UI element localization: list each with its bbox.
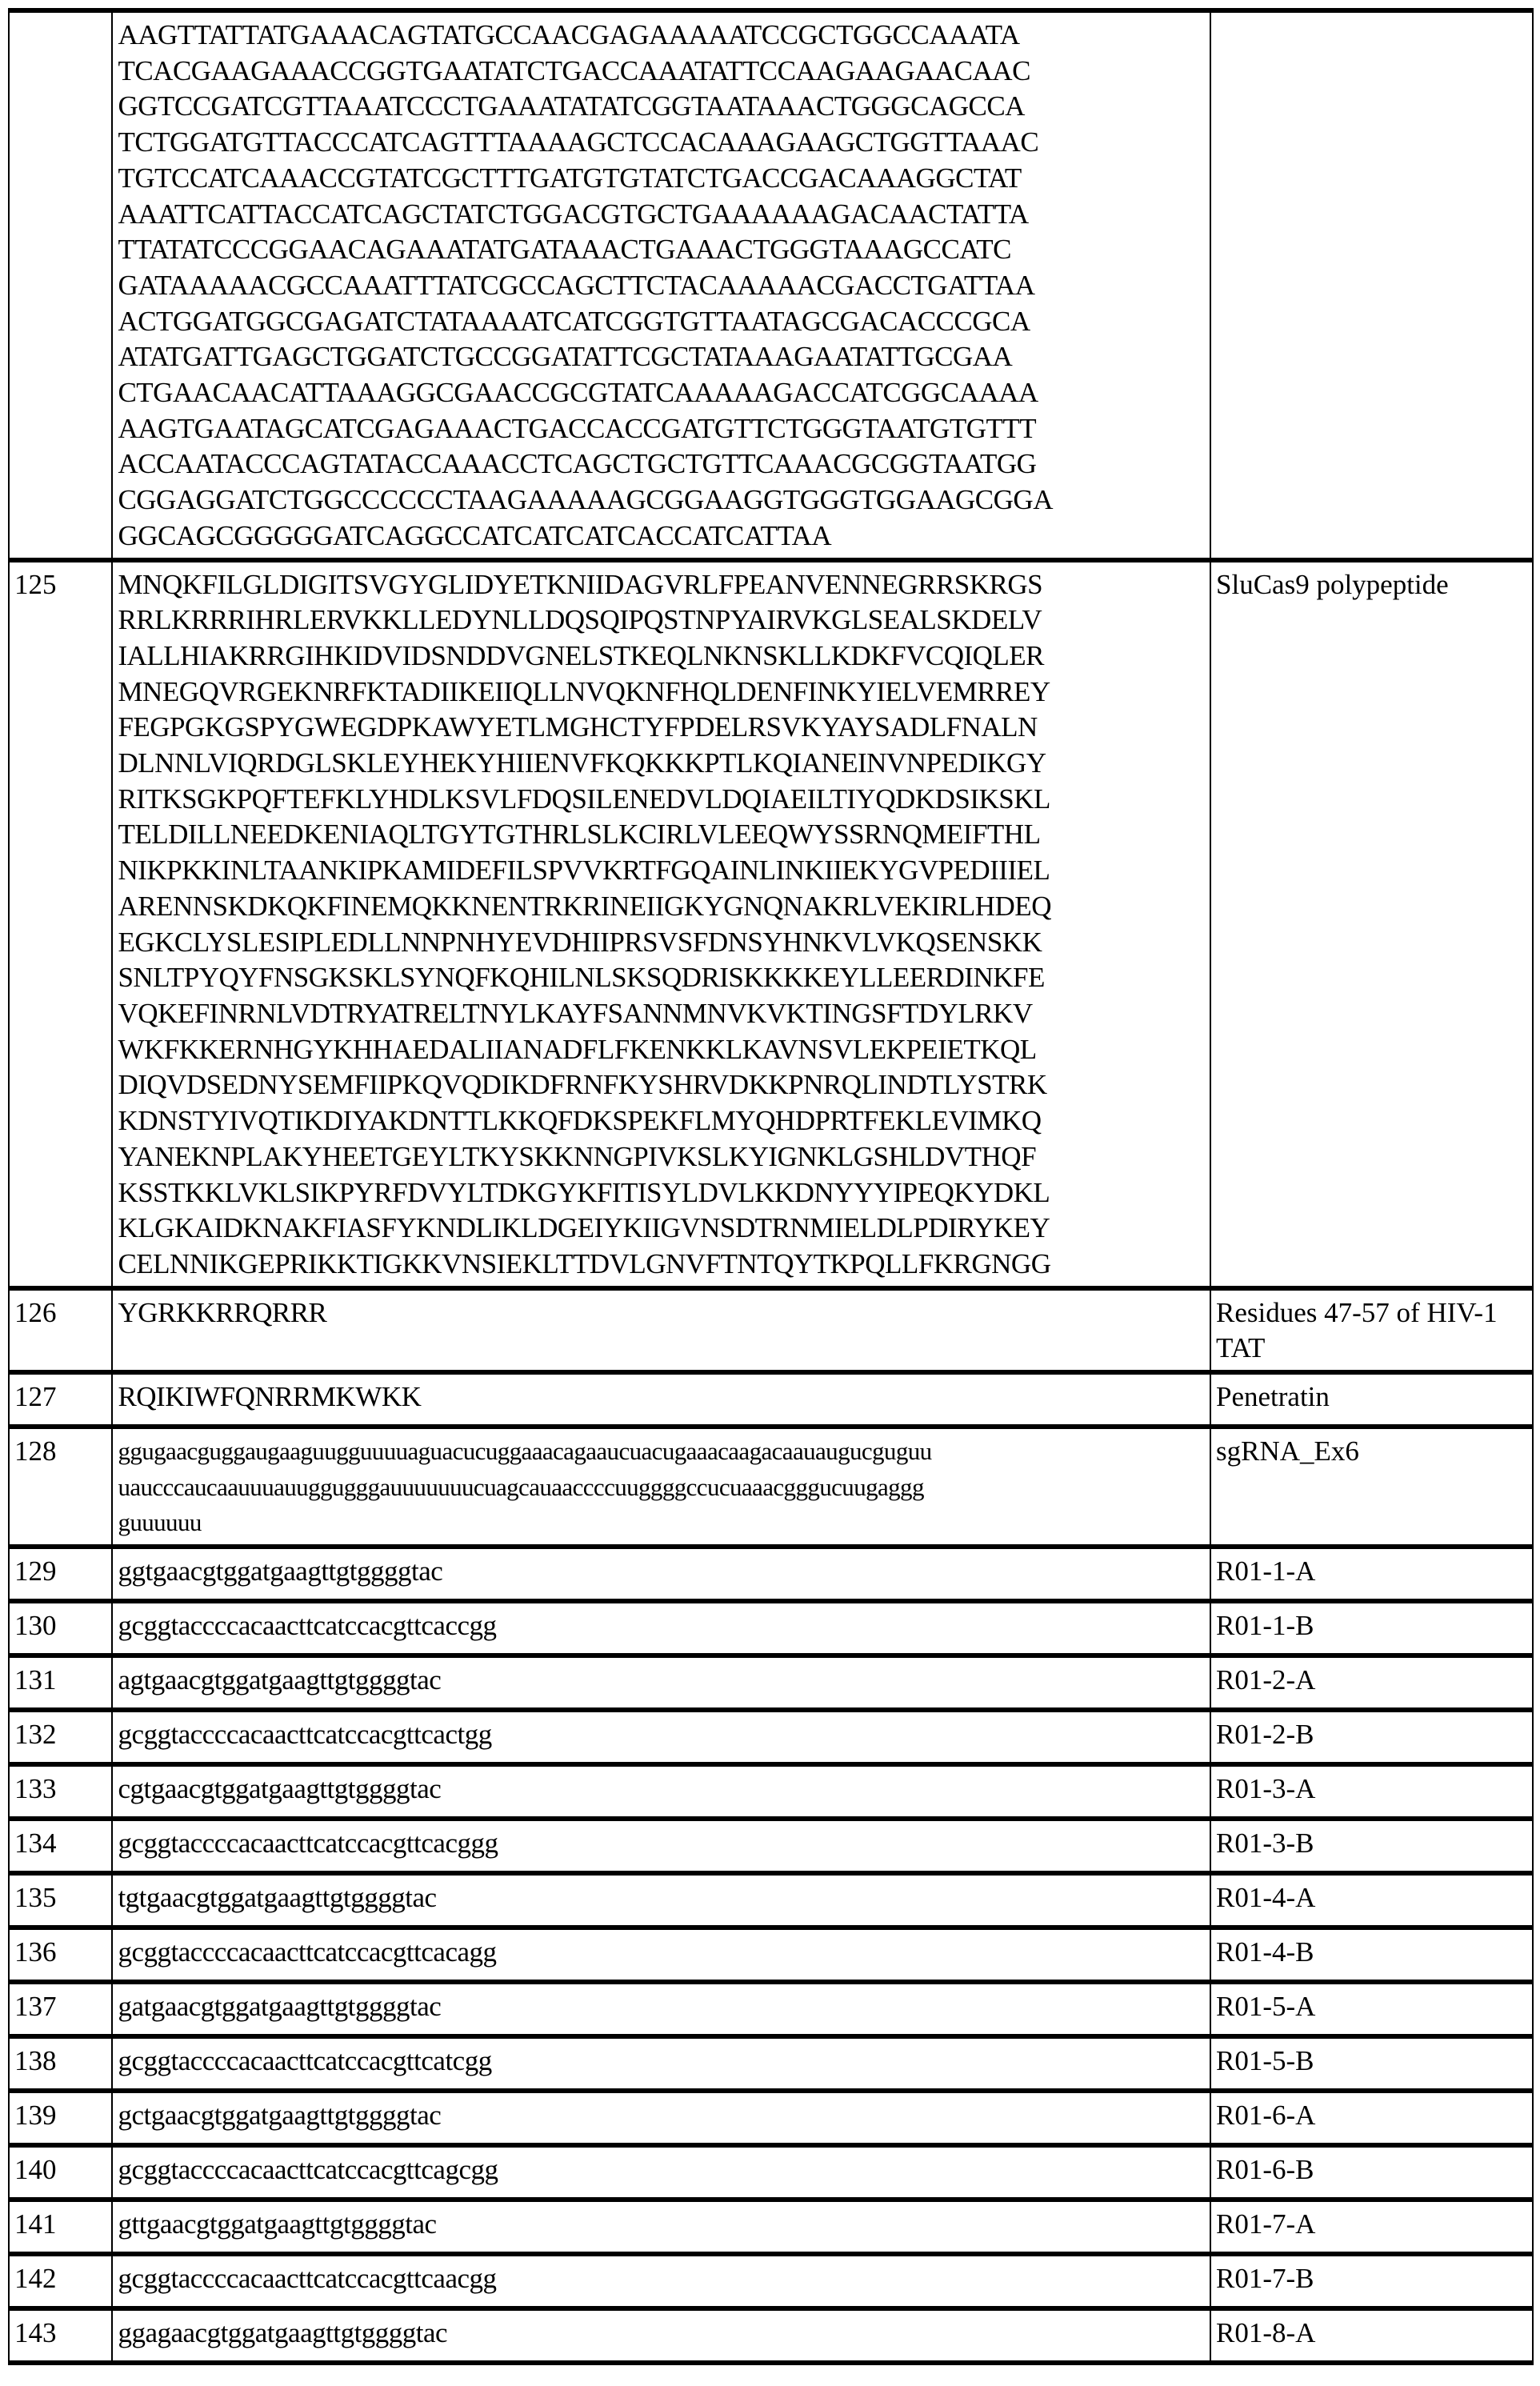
sequence-line: gcggtaccccacaacttcatccacgttcacggg [118, 1828, 498, 1860]
sequence-line: AAGTGAATAGCATCGAGAAACTGACCACCGATGTTCTGGGTAATGTGTTT [118, 412, 1037, 444]
sequence-lines [118, 18, 1206, 554]
table-row [9, 1655, 1533, 1710]
seq-description: R01-1-B [1216, 1610, 1314, 1642]
seq-id: 134 [14, 1828, 57, 1860]
sequence-line: KDNSTYIVQTIKDIYAKDNTTLKKQFDKSPEKFLMYQHDPRTFEKLEVIMKQ [118, 1105, 1042, 1137]
sequence-lines [118, 1434, 1206, 1541]
seq-id-cell [9, 1601, 112, 1655]
sequence-line: DLNNLVIQRDGLSKLEYHEKYHIIENVFKQKKKPTLKQIANEINVNPEDIKGY [118, 747, 1046, 779]
seq-id: 133 [14, 1773, 57, 1805]
seq-id-cell [9, 1873, 112, 1928]
seq-description: R01-6-A [1216, 2100, 1316, 2132]
sequence-line: ggtgaacgtggatgaagttgtggggtac [118, 1555, 443, 1587]
description-cell [1210, 2036, 1533, 2091]
sequence-cell [112, 1982, 1210, 2036]
sequence-cell [112, 1655, 1210, 1710]
sequence-lines [118, 2152, 1206, 2188]
seq-id-cell [9, 2145, 112, 2200]
seq-description: R01-8-A [1216, 2317, 1316, 2349]
sequence-line: ggugaacguggaugaaguugguuuuaguacucuggaaacagaaucuacugaaacaagacaauaugucguguu [118, 1437, 932, 1466]
seq-id-cell [9, 1372, 112, 1427]
sequence-cell [112, 560, 1210, 1288]
sequence-line: guuuuuu [118, 1508, 202, 1537]
sequence-table-body [9, 10, 1533, 2363]
seq-id: 125 [14, 568, 57, 600]
sequence-line: KSSTKKLVKLSIKPYRFDVYLTDKGYKFITISYLDVLKKDNYYYIPEQKYDKL [118, 1176, 1050, 1208]
table-row [9, 2308, 1533, 2363]
description-cell [1210, 1601, 1533, 1655]
sequence-line: AAATTCATTACCATCAGCTATCTGGACGTGCTGAAAAAAGACAACTATTA [118, 198, 1029, 230]
sequence-lines [118, 1295, 1206, 1331]
table-row [9, 1427, 1533, 1547]
table-row [9, 2091, 1533, 2145]
sequence-lines [118, 1663, 1206, 1699]
seq-description: R01-2-A [1216, 1664, 1316, 1696]
seq-id: 135 [14, 1882, 57, 1914]
seq-id-cell [9, 1928, 112, 1982]
sequence-line: tgtgaacgtggatgaagttgtggggtac [118, 1882, 437, 1914]
sequence-line: uaucccaucaauuuauuggugggauuuuuuucuagcauaaccccuuggggccucuaaacgggucuugaggg [118, 1472, 924, 1501]
seq-id-cell [9, 1764, 112, 1819]
seq-description: R01-7-B [1216, 2263, 1314, 2295]
description-cell [1210, 1288, 1533, 1372]
sequence-line: gcggtaccccacaacttcatccacgttcacagg [118, 1936, 497, 1968]
sequence-cell [112, 1873, 1210, 1928]
seq-description: SluCas9 polypeptide [1216, 568, 1449, 600]
table-row [9, 2200, 1533, 2254]
seq-id: 127 [14, 1381, 57, 1413]
sequence-lines [118, 1826, 1206, 1862]
description-cell [1210, 10, 1533, 560]
sequence-line: CTGAACAACATTAAAGGCGAACCGCGTATCAAAAAGACCATCGGCAAAA [118, 377, 1038, 409]
table-row [9, 2145, 1533, 2200]
sequence-cell [112, 2145, 1210, 2200]
table-row [9, 1547, 1533, 1601]
seq-id-cell [9, 2200, 112, 2254]
sequence-cell [112, 2308, 1210, 2363]
sequence-line: FEGPGKGSPYGWEGDPKAWYETLMGHCTYFPDELRSVKYAYSADLFNALN [118, 711, 1038, 743]
sequence-table [8, 8, 1534, 2365]
sequence-cell [112, 1710, 1210, 1764]
sequence-cell [112, 1372, 1210, 1427]
seq-id-cell [9, 2091, 112, 2145]
sequence-line: GATAAAAACGCCAAATTTATCGCCAGCTTCTACAAAAACGACCTGATTAA [118, 269, 1035, 301]
sequence-cell [112, 2091, 1210, 2145]
sequence-line: gcggtaccccacaacttcatccacgttcatcgg [118, 2045, 492, 2077]
seq-id: 140 [14, 2154, 57, 2186]
sequence-line: RITKSGKPQFTEFKLYHDLKSVLFDQSILENEDVLDQIAEILTIYQDKDSIKSKL [118, 783, 1050, 815]
sequence-line: AAGTTATTATGAAACAGTATGCCAACGAGAAAAATCCGCTGGCCAAATA [118, 19, 1020, 50]
sequence-line: WKFKKERNHGYKHHAEDALIIANADFLFKENKKLKAVNSVLEKPEIETKQL [118, 1033, 1037, 1065]
description-cell [1210, 2200, 1533, 2254]
sequence-lines [118, 1717, 1206, 1753]
description-cell [1210, 1764, 1533, 1819]
description-cell [1210, 1873, 1533, 1928]
seq-description: R01-3-A [1216, 1773, 1316, 1805]
seq-id-cell [9, 1547, 112, 1601]
table-row [9, 1372, 1533, 1427]
seq-description: R01-5-B [1216, 2045, 1314, 2077]
sequence-line: gcggtaccccacaacttcatccacgttcactgg [118, 1719, 492, 1751]
description-cell [1210, 2145, 1533, 2200]
seq-id: 136 [14, 1936, 57, 1968]
sequence-line: IALLHIAKRRGIHKIDVIDSNDDVGNELSTKEQLNKNSKLLKDKFVCQIQLER [118, 639, 1045, 671]
sequence-line: gcggtaccccacaacttcatccacgttcaccgg [118, 1610, 497, 1642]
sequence-cell [112, 1427, 1210, 1547]
table-row [9, 2254, 1533, 2308]
sequence-cell [112, 1601, 1210, 1655]
sequence-line: NIKPKKINLTAANKIPKAMIDEFILSPVVKRTFGQAINLINKIIEKYGVPEDIIIEL [118, 855, 1050, 887]
description-cell [1210, 560, 1533, 1288]
table-row [9, 1819, 1533, 1873]
description-cell [1210, 1655, 1533, 1710]
sequence-cell [112, 2036, 1210, 2091]
sequence-lines [118, 1608, 1206, 1644]
sequence-lines [118, 1989, 1206, 2025]
table-row [9, 1601, 1533, 1655]
table-row [9, 1928, 1533, 1982]
table-row [9, 1873, 1533, 1928]
seq-id: 130 [14, 1610, 57, 1642]
table-row [9, 560, 1533, 1288]
sequence-lines [118, 1935, 1206, 1971]
sequence-cell [112, 1288, 1210, 1372]
table-row [9, 10, 1533, 560]
seq-id: 137 [14, 1991, 57, 2023]
sequence-cell [112, 1819, 1210, 1873]
sequence-line: VQKEFINRNLVDTRYATRELTNYLKAYFSANNMNVKVKTINGSFTDYLRKV [118, 997, 1033, 1029]
sequence-line: RRLKRRRIHRLERVKKLLEDYNLLDQSQIPQSTNPYAIRVKGLSEALSKDELV [118, 604, 1042, 636]
sequence-line: GGTCCGATCGTTAAATCCCTGAAATATATCGGTAATAAACTGGGCAGCCA [118, 90, 1025, 122]
seq-id: 141 [14, 2208, 57, 2240]
seq-description: Residues 47-57 of HIV-1 TAT [1216, 1296, 1498, 1364]
description-cell [1210, 2091, 1533, 2145]
seq-id-cell [9, 2036, 112, 2091]
seq-description: R01-2-B [1216, 1719, 1314, 1751]
seq-id-cell [9, 2308, 112, 2363]
sequence-line: agtgaacgtggatgaagttgtggggtac [118, 1664, 442, 1696]
seq-id: 131 [14, 1664, 57, 1696]
sequence-lines [118, 2261, 1206, 2297]
sequence-line: DIQVDSEDNYSEMFIIPKQVQDIKDFRNFKYSHRVDKKPNRQLINDTLYSTRK [118, 1069, 1047, 1101]
sequence-lines [118, 2044, 1206, 2080]
seq-description: R01-6-B [1216, 2154, 1314, 2186]
sequence-lines [118, 1379, 1206, 1415]
table-row [9, 1288, 1533, 1372]
description-cell [1210, 2254, 1533, 2308]
sequence-line: MNEGQVRGEKNRFKTADIIKEIIQLLNVQKNFHQLDENFINKYIELVEMRREY [118, 675, 1050, 707]
sequence-cell [112, 10, 1210, 560]
seq-id: 128 [14, 1435, 57, 1467]
table-row [9, 1982, 1533, 2036]
sequence-line: TGTCCATCAAACCGTATCGCTTTGATGTGTATCTGACCGACAAAGGCTAT [118, 162, 1022, 194]
sequence-line: gatgaacgtggatgaagttgtggggtac [118, 1991, 442, 2023]
sequence-line: CELNNIKGEPRIKKTIGKKVNSIEKLTTDVLGNVFTNTQYTKPQLLFKRGNGG [118, 1247, 1051, 1279]
seq-description: sgRNA_Ex6 [1216, 1435, 1359, 1467]
sequence-line: cgtgaacgtggatgaagttgtggggtac [118, 1773, 442, 1805]
description-cell [1210, 1547, 1533, 1601]
sequence-lines [118, 1554, 1206, 1590]
seq-id-cell [9, 1655, 112, 1710]
seq-id-cell [9, 560, 112, 1288]
sequence-line: gttgaacgtggatgaagttgtggggtac [118, 2208, 437, 2240]
sequence-line: TCTGGATGTTACCCATCAGTTTAAAAGCTCCACAAAGAAGCTGGTTAAAC [118, 126, 1039, 158]
seq-description: R01-4-A [1216, 1882, 1316, 1914]
sequence-line: GGCAGCGGGGGATCAGGCCATCATCATCACCATCATTAA [118, 519, 832, 551]
sequence-line: ARENNSKDKQKFINEMQKKNENTRKRINEIIGKYGNQNAKRLVEKIRLHDEQ [118, 890, 1051, 922]
seq-id: 139 [14, 2100, 57, 2132]
seq-id-cell [9, 1710, 112, 1764]
sequence-line: ATATGATTGAGCTGGATCTGCCGGATATTCGCTATAAAGAATATTGCGAA [118, 341, 1013, 373]
description-cell [1210, 2308, 1533, 2363]
sequence-lines [118, 2098, 1206, 2134]
sequence-line: gctgaacgtggatgaagttgtggggtac [118, 2100, 442, 2132]
seq-id-cell [9, 1288, 112, 1372]
description-cell [1210, 1982, 1533, 2036]
table-row [9, 1710, 1533, 1764]
sequence-cell [112, 1764, 1210, 1819]
seq-description: R01-5-A [1216, 1991, 1316, 2023]
sequence-line: EGKCLYSLESIPLEDLLNNPNHYEVDHIIPRSVSFDNSYHNKVLVKQSENSKK [118, 926, 1042, 958]
seq-id: 126 [14, 1296, 57, 1328]
seq-id: 142 [14, 2263, 57, 2295]
sequence-line: gcggtaccccacaacttcatccacgttcagcgg [118, 2154, 498, 2186]
sequence-cell [112, 2200, 1210, 2254]
seq-description: Penetratin [1216, 1381, 1330, 1413]
sequence-line: MNQKFILGLDIGITSVGYGLIDYETKNIIDAGVRLFPEANVENNEGRRSKRGS [118, 568, 1043, 600]
sequence-line: TCACGAAGAAACCGGTGAATATCTGACCAAATATTCCAAGAAGAACAAC [118, 54, 1030, 86]
sequence-line: ACTGGATGGCGAGATCTATAAAATCATCGGTGTTAATAGCGACACCCGCA [118, 305, 1030, 337]
description-cell [1210, 1710, 1533, 1764]
description-cell [1210, 1372, 1533, 1427]
seq-id-cell [9, 1982, 112, 2036]
sequence-lines [118, 1771, 1206, 1808]
seq-id: 143 [14, 2317, 57, 2349]
seq-id: 132 [14, 1719, 57, 1751]
sequence-cell [112, 1547, 1210, 1601]
sequence-line: CGGAGGATCTGGCCCCCCTAAGAAAAAGCGGAAGGTGGGTGGAAGCGGA [118, 484, 1053, 516]
description-cell [1210, 1928, 1533, 1982]
table-row [9, 1764, 1533, 1819]
sequence-lines [118, 2207, 1206, 2243]
seq-description: R01-4-B [1216, 1936, 1314, 1968]
description-cell [1210, 1819, 1533, 1873]
sequence-cell [112, 2254, 1210, 2308]
sequence-line: ggagaacgtggatgaagttgtggggtac [118, 2317, 448, 2349]
seq-id-cell [9, 1427, 112, 1547]
table-row [9, 2036, 1533, 2091]
sequence-line: RQIKIWFQNRRMKWKK [118, 1381, 422, 1413]
seq-description: R01-1-A [1216, 1555, 1316, 1587]
sequence-line: gcggtaccccacaacttcatccacgttcaacgg [118, 2263, 497, 2295]
seq-description: R01-7-A [1216, 2208, 1316, 2240]
sequence-lines [118, 2316, 1206, 2352]
sequence-line: SNLTPYQYFNSGKSKLSYNQFKQHILNLSKSQDRISKKKKEYLLEERDINKFE [118, 962, 1045, 994]
sequence-line: ACCAATACCCAGTATACCAAACCTCAGCTGCTGTTCAAACGCGGTAATGG [118, 448, 1037, 480]
seq-id: 129 [14, 1555, 57, 1587]
seq-id-cell [9, 10, 112, 560]
seq-id: 138 [14, 2045, 57, 2077]
sequence-line: TTATATCCCGGAACAGAAATATGATAAACTGAAACTGGGTAAAGCCATC [118, 234, 1011, 266]
seq-description: R01-3-B [1216, 1828, 1314, 1860]
seq-id-cell [9, 1819, 112, 1873]
sequence-line: YGRKKRRQRRR [118, 1296, 327, 1328]
seq-id-cell [9, 2254, 112, 2308]
sequence-lines [118, 1880, 1206, 1916]
sequence-line: KLGKAIDKNAKFIASFYKNDLIKLDGEIYKIIGVNSDTRNMIELDLPDIRYKEY [118, 1212, 1050, 1244]
sequence-lines [118, 567, 1206, 1283]
sequence-line: YANEKNPLAKYHEETGEYLTKYSKKNNGPIVKSLKYIGNKLGSHLDVTHQF [118, 1140, 1037, 1172]
description-cell [1210, 1427, 1533, 1547]
sequence-line: TELDILLNEEDKENIAQLTGYTGTHRLSLKCIRLVLEEQWYSSRNQMEIFTHL [118, 819, 1041, 851]
sequence-cell [112, 1928, 1210, 1982]
